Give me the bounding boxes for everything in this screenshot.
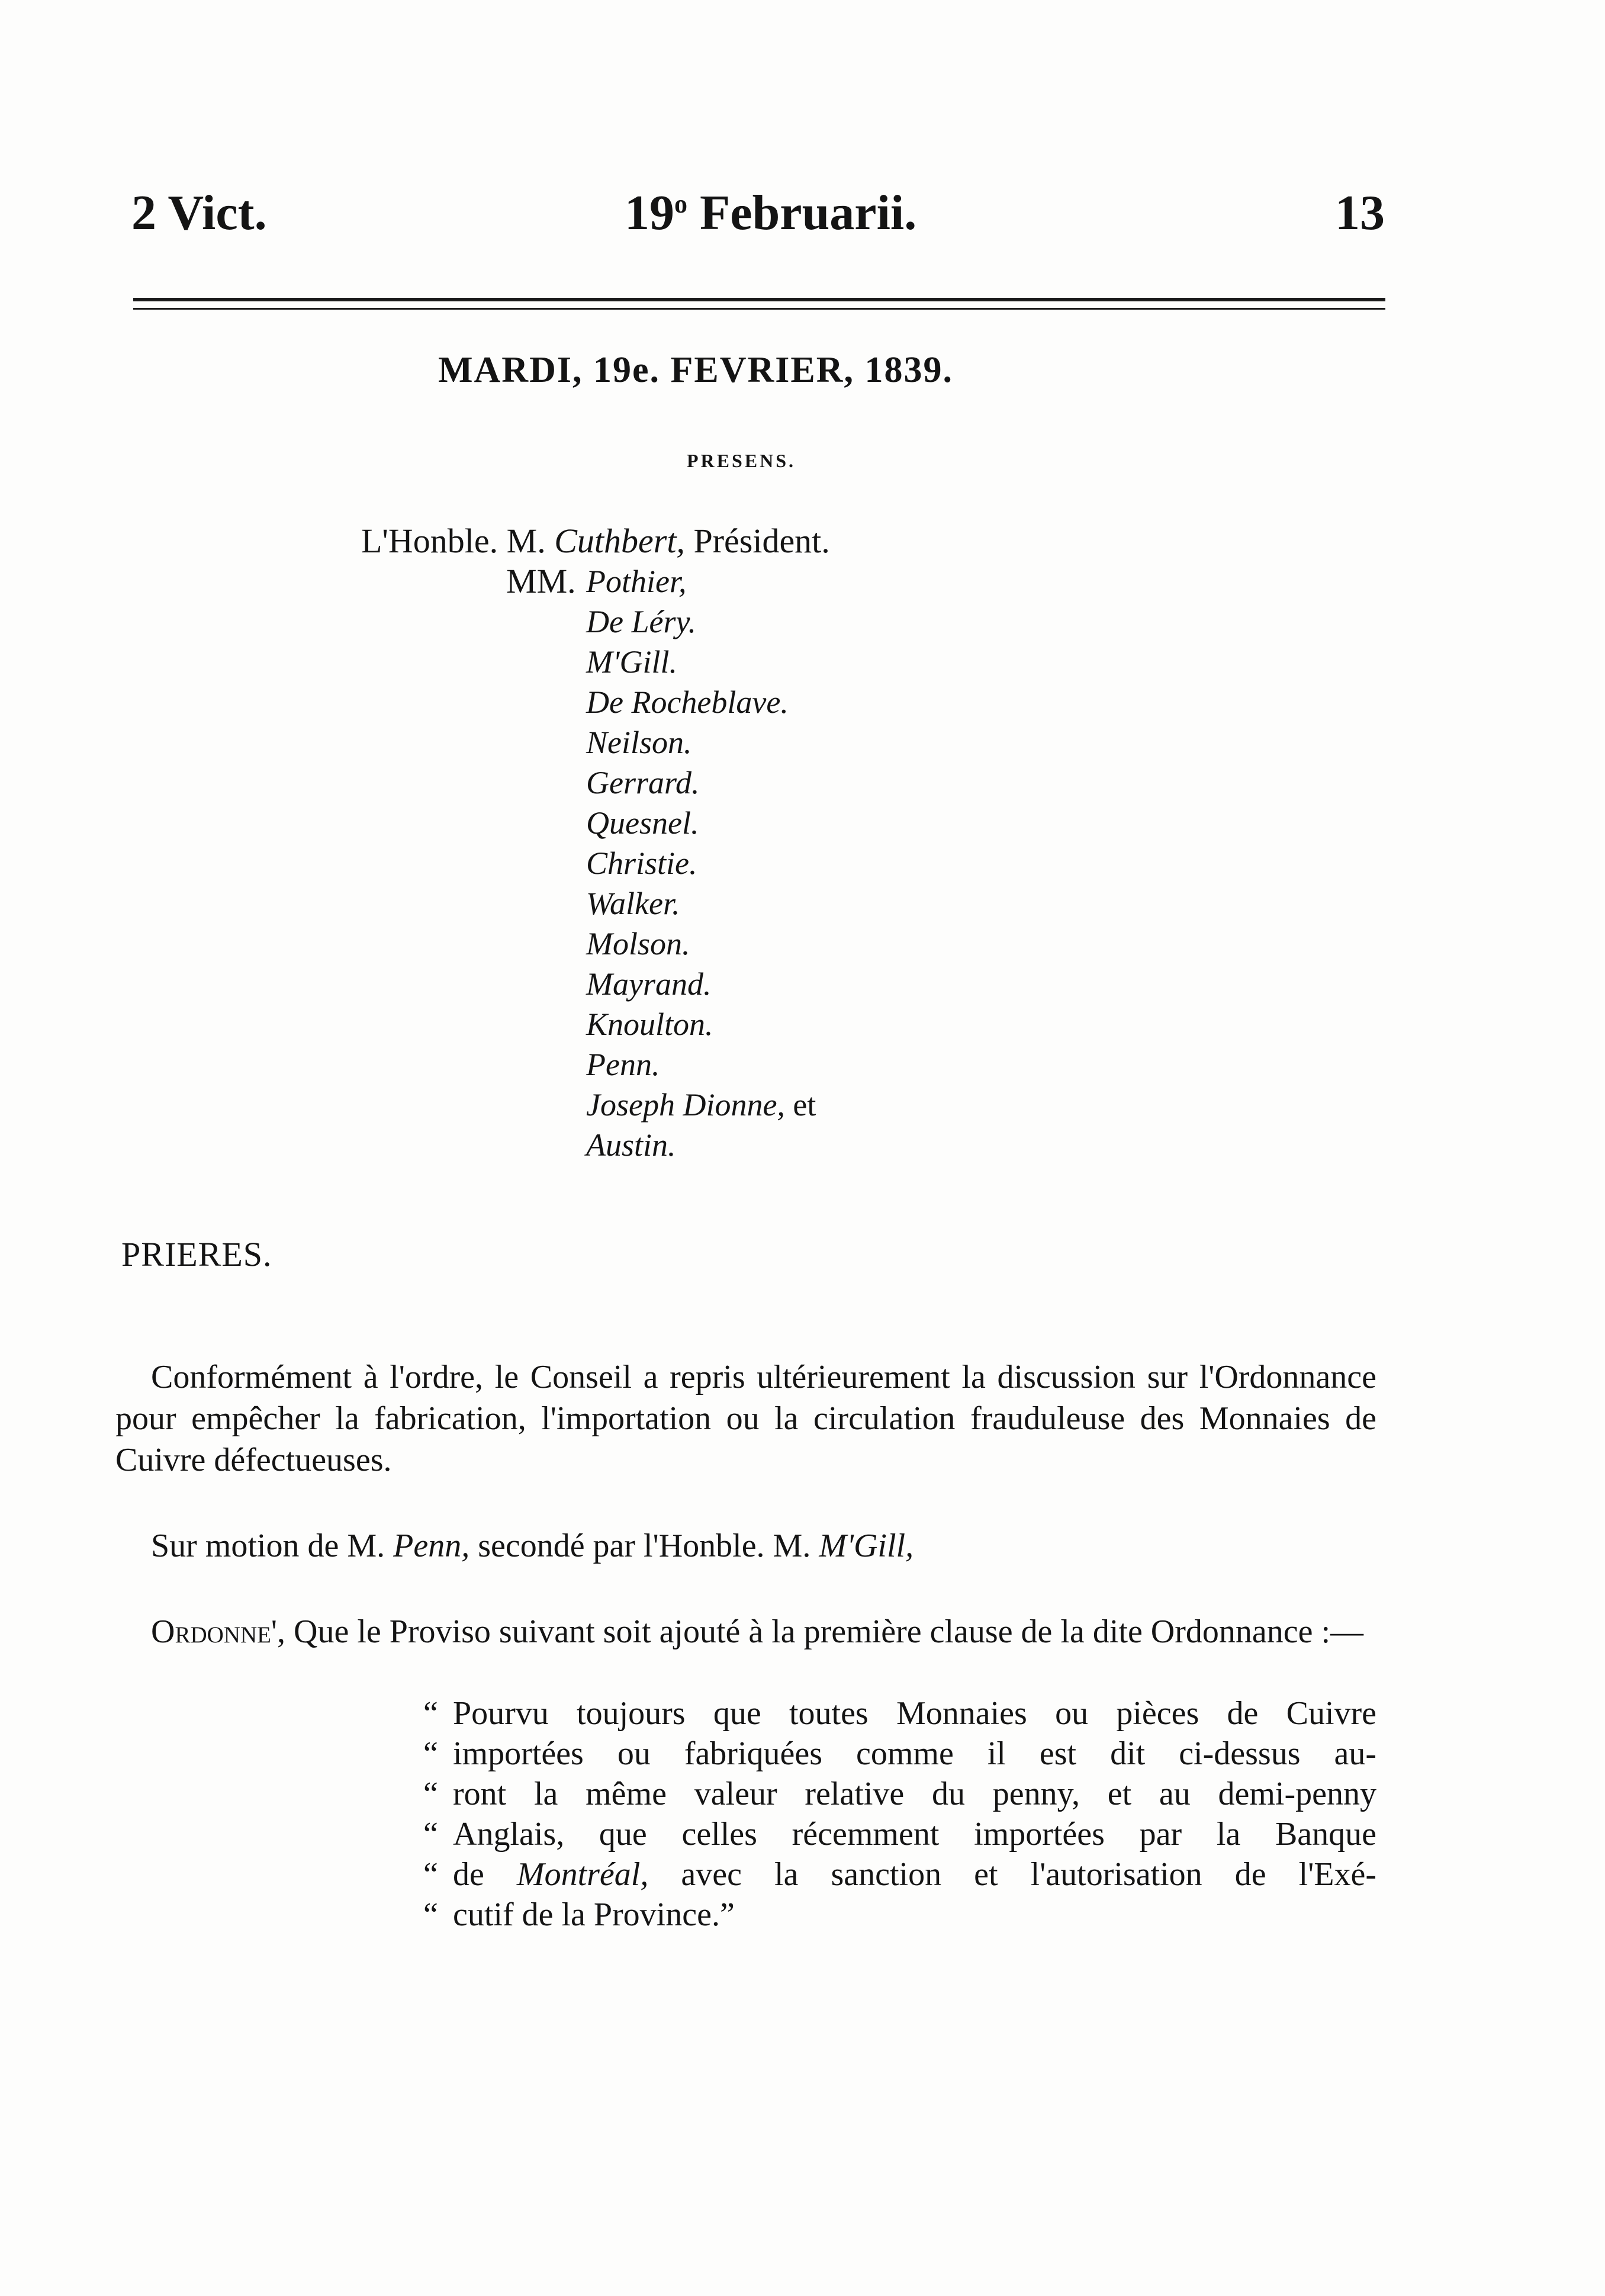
header-rule-thick <box>133 298 1385 301</box>
proviso-line-text: Pourvu toujours que toutes Monnaies ou pièces de Cuivre <box>453 1695 1376 1732</box>
ordonne-text: Que le Proviso suivant soit ajouté à la première clause de la dite Ordonnance :— <box>294 1613 1364 1650</box>
proviso-line <box>423 1734 1376 1774</box>
member-name: Gerrard. <box>586 765 700 800</box>
member-name: Christie. <box>586 845 697 881</box>
motion-seconder: M'Gill, <box>819 1528 914 1564</box>
presens-heading: PRESENS. <box>687 450 796 471</box>
member-name: Austin. <box>586 1127 676 1163</box>
paragraph-ordonne <box>115 1611 1376 1652</box>
proviso-line-text: de Montréal, avec la sanction et l'autorisation de l'Exé- <box>453 1856 1377 1893</box>
page-number: 13 <box>1335 185 1385 240</box>
motion-intro: Sur motion de M. <box>151 1528 385 1564</box>
quote-mark: “ <box>423 1776 438 1812</box>
proviso-place-name: Montréal, <box>516 1856 649 1893</box>
date-header-month: Februarii. <box>700 185 917 240</box>
member-name: De Rocheblave. <box>586 684 789 720</box>
quote-mark: “ <box>423 1735 438 1772</box>
president-prefix: L'Honble. M. <box>361 522 546 560</box>
members-prefix: MM. <box>506 562 576 600</box>
member-name: M'Gill. <box>586 644 678 680</box>
proviso-line-text: importées ou fabriquées comme il est dit ci-dessus au- <box>453 1735 1376 1772</box>
quote-mark: “ <box>423 1695 438 1732</box>
paragraph-motion <box>115 1525 1376 1567</box>
member-name: Quesnel. <box>586 805 699 841</box>
quote-mark: “ <box>423 1896 438 1933</box>
proviso-quote <box>423 1693 1376 1935</box>
member-name: Neilson. <box>586 725 692 760</box>
president-title: Président. <box>693 522 830 560</box>
motion-mover: Penn, <box>393 1528 470 1564</box>
member-name: Knoulton. <box>586 1006 713 1042</box>
prieres-heading: PRIERES. <box>121 1235 272 1274</box>
proviso-line-text: cutif de la Province.” <box>453 1896 735 1933</box>
proviso-line-text: Anglais, que celles récemment importées par la Banque <box>453 1816 1376 1853</box>
member-name: Joseph Dionne, <box>586 1087 785 1123</box>
member-name: Penn. <box>586 1047 660 1082</box>
session-date: MARDI, 19e. FEVRIER, 1839. <box>438 350 954 390</box>
member-name: Walker. <box>586 886 680 921</box>
proviso-line <box>423 1854 1376 1895</box>
paragraph-discussion: Conformément à l'ordre, le Conseil a repris ultérieurement la discussion sur l'Ordonnance pour empêcher la fabrication, l'importation ou la circulation frauduleuse des Monnaies de Cuivre défectueuses. <box>115 1359 1376 1478</box>
member-name: De Léry. <box>586 604 696 639</box>
member-name: Pothier, <box>586 564 687 599</box>
member-name: Molson. <box>586 926 690 962</box>
members-list <box>586 561 816 1165</box>
date-header <box>625 185 917 240</box>
ordonne-word: Ordonne', <box>151 1613 286 1650</box>
proviso-line <box>423 1774 1376 1814</box>
president-name: Cuthbert, <box>554 522 685 560</box>
date-header-suffix: o <box>674 189 687 218</box>
motion-middle: secondé par l'Honble. M. <box>478 1528 811 1564</box>
member-name: Mayrand. <box>586 966 712 1002</box>
proviso-line <box>423 1693 1376 1734</box>
header-rule-thin <box>133 308 1385 310</box>
proviso-line-text: ront la même valeur relative du penny, et au demi-penny <box>453 1776 1376 1812</box>
proviso-line <box>423 1895 1376 1935</box>
quote-mark: “ <box>423 1816 438 1853</box>
president-line <box>361 521 830 561</box>
proviso-line <box>423 1814 1376 1854</box>
member-conjunction: et <box>793 1087 816 1123</box>
regnal-year-header: 2 Vict. <box>131 185 267 240</box>
date-header-day: 19 <box>625 185 674 240</box>
quote-mark: “ <box>423 1856 438 1893</box>
member-name-pair <box>586 1085 816 1125</box>
